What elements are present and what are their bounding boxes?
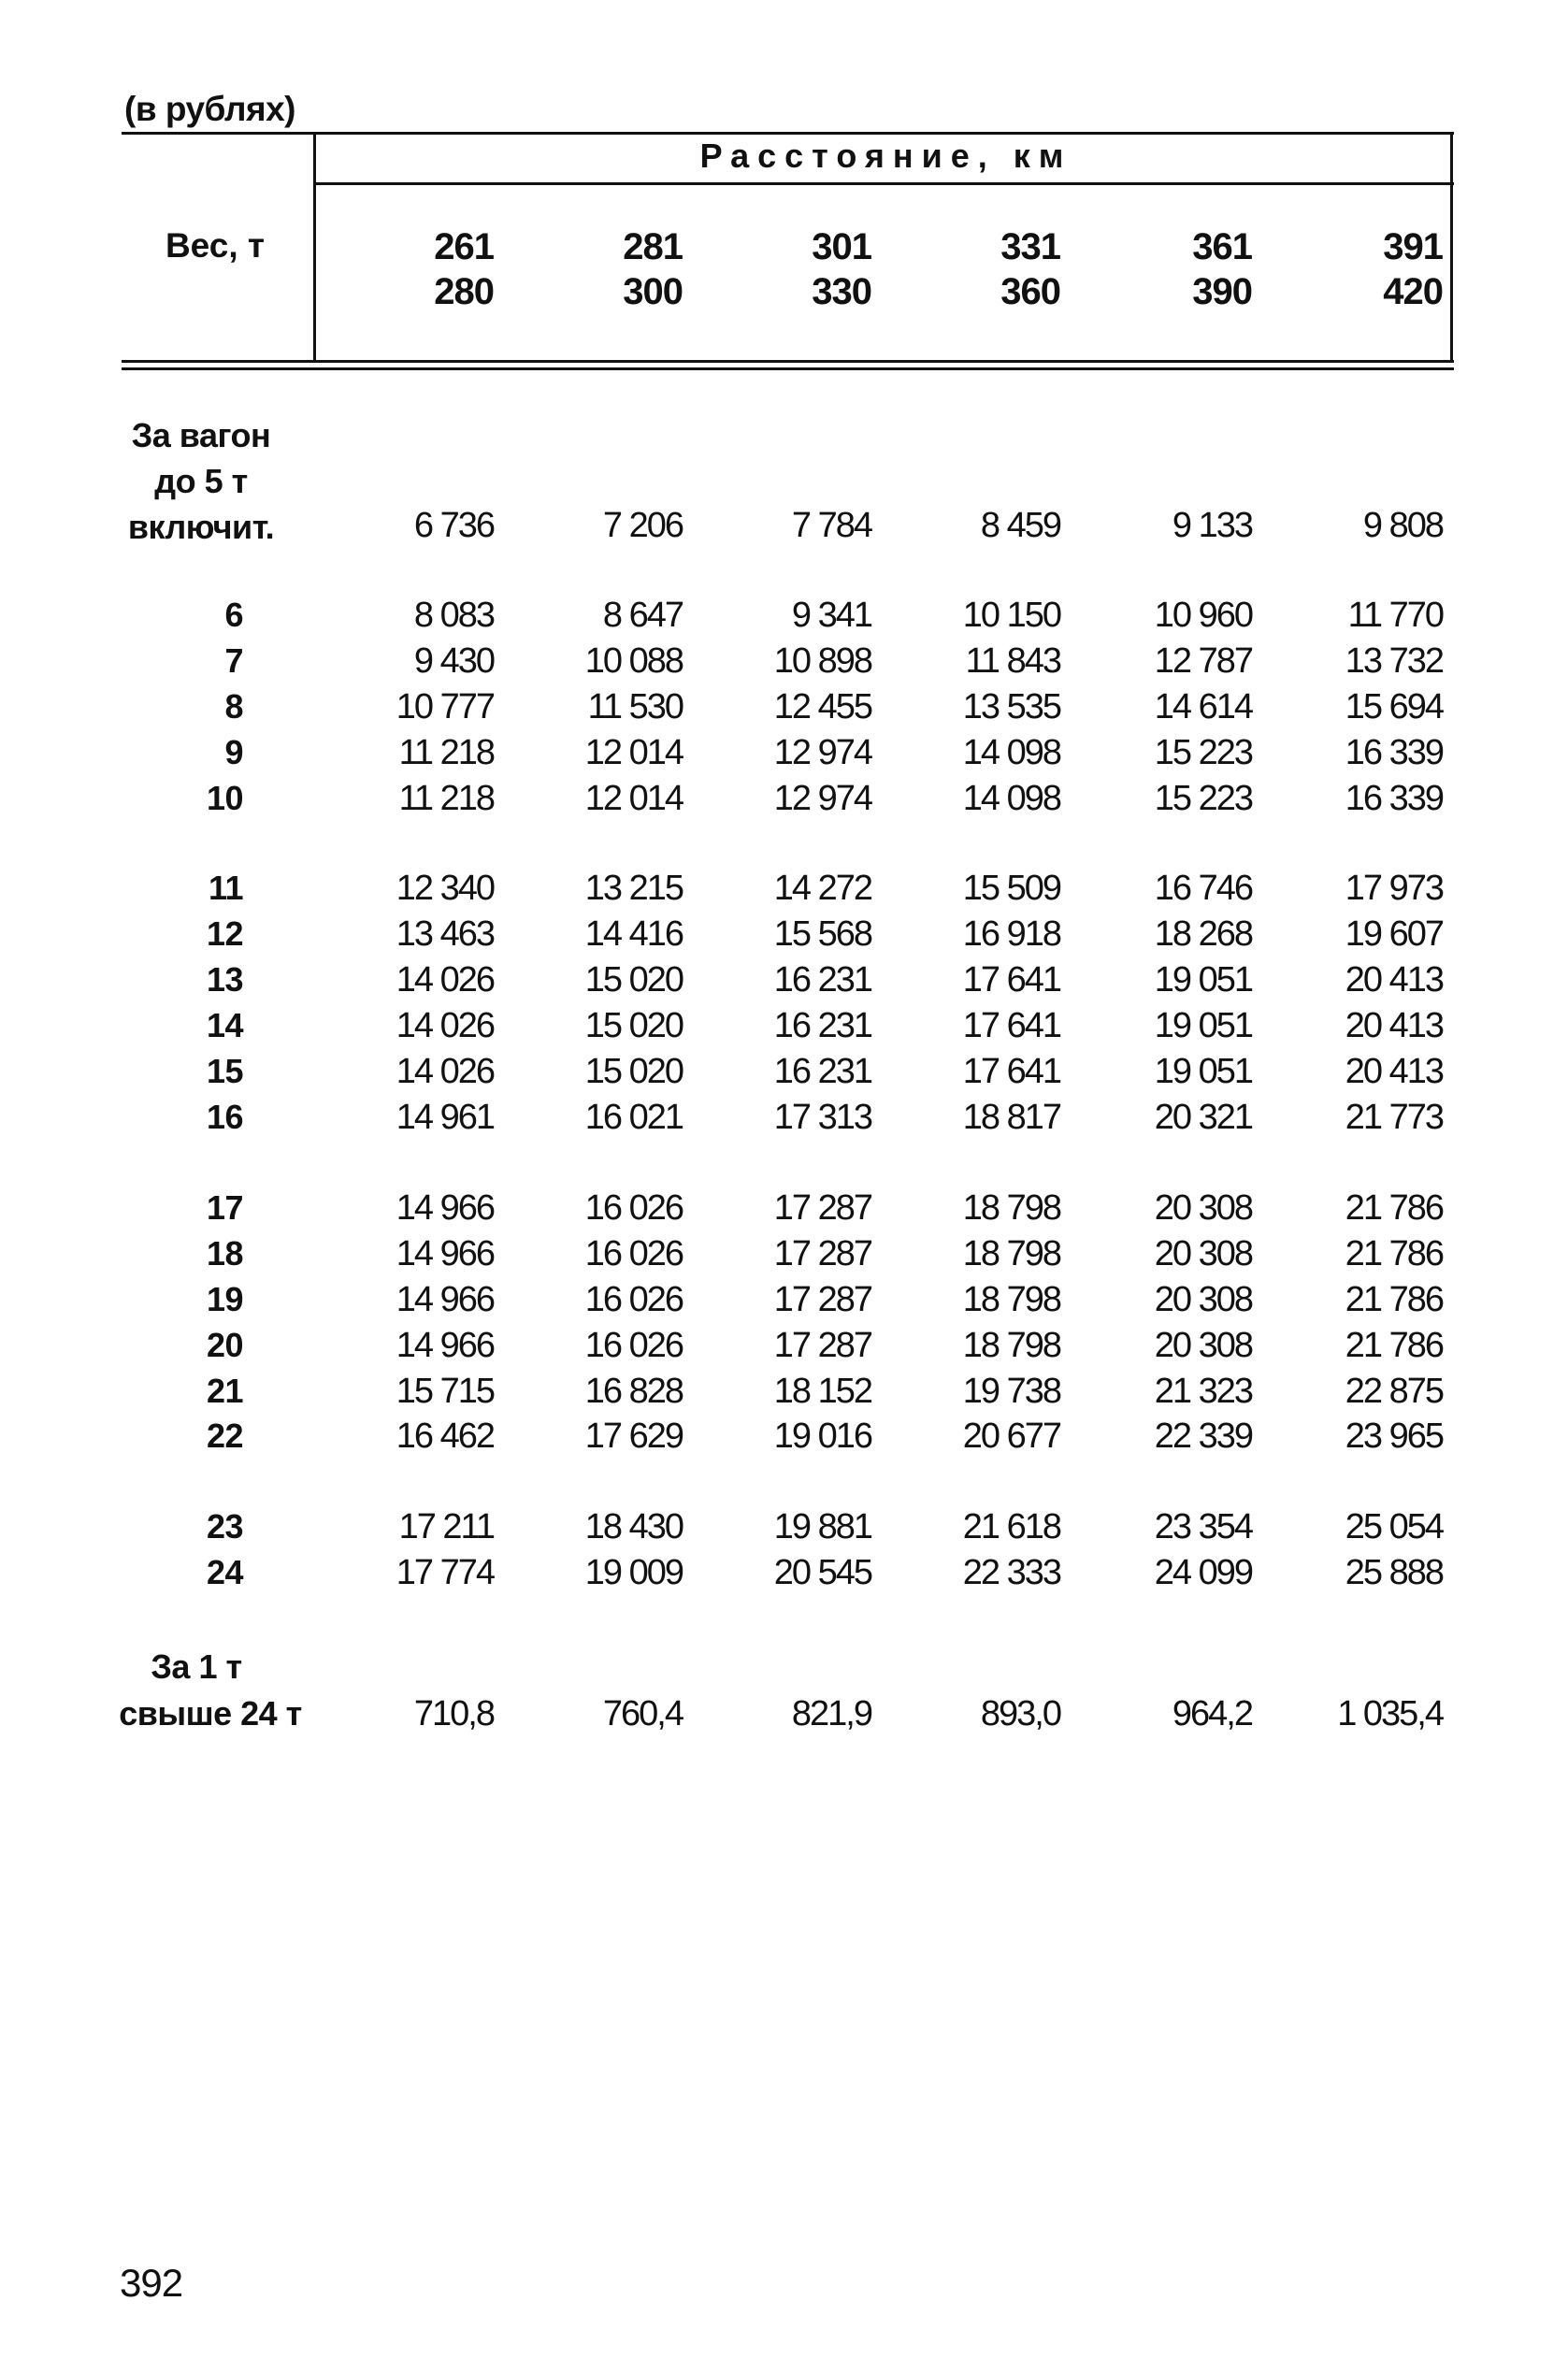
table-cell: 17 287 xyxy=(773,1188,871,1228)
wagon-label-line1: За вагон xyxy=(131,416,271,454)
table-cell: 22 875 xyxy=(1345,1372,1443,1411)
table-cell: 15 715 xyxy=(396,1372,494,1411)
range-from: 301 xyxy=(812,226,871,267)
table-cell: 9 808 xyxy=(1362,506,1443,545)
distance-range xyxy=(1312,224,1443,314)
distance-range xyxy=(552,224,683,314)
table-cell: 15 020 xyxy=(584,1052,683,1091)
table-cell: 14 098 xyxy=(962,779,1060,818)
table-cell: 16 339 xyxy=(1345,733,1443,772)
table-cell: 12 974 xyxy=(773,733,871,772)
weight-label: 16 xyxy=(206,1098,243,1136)
table-cell: 11 770 xyxy=(1347,596,1443,635)
table-cell: 16 918 xyxy=(962,914,1060,954)
range-to: 280 xyxy=(434,271,494,312)
weight-label: 13 xyxy=(206,960,243,999)
table-cell: 20 308 xyxy=(1154,1326,1252,1365)
range-from: 361 xyxy=(1192,226,1252,267)
table-cell: 10 150 xyxy=(962,596,1060,635)
weight-label: 21 xyxy=(206,1372,243,1410)
table-cell: 14 026 xyxy=(396,1006,494,1045)
table-cell: 12 340 xyxy=(396,869,494,908)
range-from: 391 xyxy=(1383,226,1443,267)
table-cell: 12 014 xyxy=(584,733,683,772)
table-cell: 18 798 xyxy=(962,1326,1060,1365)
table-cell: 14 966 xyxy=(396,1234,494,1273)
table-cell: 16 021 xyxy=(584,1098,683,1137)
table-cell: 16 026 xyxy=(584,1188,683,1228)
weight-label: 18 xyxy=(206,1234,243,1273)
table-cell: 9 430 xyxy=(413,641,494,681)
table-cell: 9 133 xyxy=(1172,506,1252,545)
table-cell: 12 974 xyxy=(773,779,871,818)
table-cell: 11 843 xyxy=(965,641,1060,681)
table-cell: 17 641 xyxy=(962,1052,1060,1091)
table-cell: 893,0 xyxy=(980,1694,1060,1733)
weight-label: 24 xyxy=(206,1553,243,1591)
table-cell: 15 223 xyxy=(1154,733,1252,772)
table-cell: 13 463 xyxy=(396,914,494,954)
table-cell: 17 973 xyxy=(1345,869,1443,908)
table-cell: 8 083 xyxy=(413,596,494,635)
table-cell: 20 545 xyxy=(773,1553,871,1592)
table-cell: 8 647 xyxy=(602,596,683,635)
table-cell: 16 828 xyxy=(584,1372,683,1411)
weight-column-header: Вес, т xyxy=(165,226,266,265)
wagon-label-line3: включит. xyxy=(127,508,275,546)
table-cell: 19 881 xyxy=(773,1507,871,1546)
table-cell: 710,8 xyxy=(413,1694,494,1733)
weight-label: 19 xyxy=(206,1280,243,1318)
table-cell: 15 694 xyxy=(1345,687,1443,726)
distance-title: Расстояние, км xyxy=(699,137,1072,175)
table-cell: 14 416 xyxy=(584,914,683,954)
weight-label: 23 xyxy=(206,1507,243,1546)
table-cell: 19 738 xyxy=(962,1372,1060,1411)
table-cell: 17 641 xyxy=(962,960,1060,1000)
table-cell: 25 054 xyxy=(1345,1507,1443,1546)
table-cell: 7 784 xyxy=(791,506,871,545)
table-cell: 19 016 xyxy=(773,1417,871,1456)
table-cell: 13 535 xyxy=(962,687,1060,726)
table-cell: 16 339 xyxy=(1345,779,1443,818)
table-cell: 21 323 xyxy=(1154,1372,1252,1411)
header-bottom-rule-2 xyxy=(122,367,1454,370)
table-cell: 17 287 xyxy=(773,1326,871,1365)
table-cell: 18 798 xyxy=(962,1234,1060,1273)
table-cell: 14 026 xyxy=(396,960,494,1000)
table-cell: 6 736 xyxy=(413,506,494,545)
range-to: 420 xyxy=(1383,271,1443,312)
table-cell: 13 732 xyxy=(1345,641,1443,681)
table-cell: 25 888 xyxy=(1345,1553,1443,1592)
table-cell: 22 339 xyxy=(1154,1417,1252,1456)
header-bottom-rule-1 xyxy=(122,360,1454,363)
table-cell: 15 509 xyxy=(962,869,1060,908)
table-cell: 17 287 xyxy=(773,1234,871,1273)
table-cell: 19 009 xyxy=(584,1553,683,1592)
range-from: 261 xyxy=(434,226,494,267)
distance-range xyxy=(929,224,1060,314)
table-cell: 14 966 xyxy=(396,1280,494,1319)
table-cell: 17 774 xyxy=(396,1553,494,1592)
table-cell: 17 641 xyxy=(962,1006,1060,1045)
table-cell: 23 965 xyxy=(1345,1417,1443,1456)
distance-range xyxy=(363,224,494,314)
range-to: 330 xyxy=(812,271,871,312)
table-cell: 10 088 xyxy=(584,641,683,681)
table-cell: 20 308 xyxy=(1154,1188,1252,1228)
table-cell: 16 746 xyxy=(1154,869,1252,908)
range-to: 360 xyxy=(1000,271,1060,312)
table-cell: 15 568 xyxy=(773,914,871,954)
distance-range xyxy=(1121,224,1252,314)
table-cell: 12 455 xyxy=(773,687,871,726)
unit-label: (в рублях) xyxy=(124,90,295,128)
table-cell: 821,9 xyxy=(791,1694,871,1733)
table-cell: 21 786 xyxy=(1345,1326,1443,1365)
table-cell: 18 268 xyxy=(1154,914,1252,954)
table-cell: 14 098 xyxy=(962,733,1060,772)
table-cell: 10 960 xyxy=(1154,596,1252,635)
per-ton-label-line2: свыше 24 т xyxy=(119,1694,302,1733)
table-cell: 7 206 xyxy=(602,506,683,545)
distance-range xyxy=(741,224,871,314)
table-cell: 16 231 xyxy=(773,1052,871,1091)
wagon-label-line2: до 5 т xyxy=(154,462,248,500)
weight-label: 12 xyxy=(206,914,243,953)
table-cell: 24 099 xyxy=(1154,1553,1252,1592)
table-cell: 13 215 xyxy=(584,869,683,908)
header-top-rule xyxy=(122,132,1454,135)
weight-label: 14 xyxy=(206,1006,243,1044)
table-cell: 16 026 xyxy=(584,1234,683,1273)
range-from: 331 xyxy=(1000,226,1060,267)
weight-label: 10 xyxy=(206,779,243,817)
table-cell: 14 966 xyxy=(396,1326,494,1365)
table-cell: 16 462 xyxy=(396,1417,494,1456)
weight-label: 17 xyxy=(206,1188,243,1227)
weight-column-divider xyxy=(313,132,316,363)
weight-label: 11 xyxy=(208,869,243,907)
table-cell: 9 341 xyxy=(791,596,871,635)
table-cell: 17 287 xyxy=(773,1280,871,1319)
table-cell: 21 786 xyxy=(1345,1234,1443,1273)
table-cell: 18 798 xyxy=(962,1188,1060,1228)
table-cell: 21 773 xyxy=(1345,1098,1443,1137)
table-cell: 18 152 xyxy=(773,1372,871,1411)
table-cell: 10 898 xyxy=(773,641,871,681)
weight-label: 8 xyxy=(224,687,243,726)
weight-label: 20 xyxy=(206,1326,243,1364)
table-cell: 17 313 xyxy=(773,1098,871,1137)
table-cell: 19 051 xyxy=(1154,960,1252,1000)
weight-label: 7 xyxy=(224,641,243,680)
weight-label: 6 xyxy=(224,596,243,634)
table-cell: 22 333 xyxy=(962,1553,1060,1592)
weight-label: 9 xyxy=(224,733,243,771)
table-cell: 760,4 xyxy=(602,1694,683,1733)
table-cell: 20 413 xyxy=(1345,1006,1443,1045)
table-cell: 17 211 xyxy=(398,1507,494,1546)
table-cell: 11 218 xyxy=(398,779,494,818)
table-cell: 14 966 xyxy=(396,1188,494,1228)
table-cell: 20 413 xyxy=(1345,1052,1443,1091)
table-cell: 21 786 xyxy=(1345,1188,1443,1228)
table-cell: 1 035,4 xyxy=(1337,1694,1443,1733)
table-cell: 19 051 xyxy=(1154,1052,1252,1091)
table-cell: 16 231 xyxy=(773,1006,871,1045)
table-cell: 20 677 xyxy=(962,1417,1060,1456)
table-cell: 964,2 xyxy=(1172,1694,1252,1733)
table-cell: 20 308 xyxy=(1154,1280,1252,1319)
table-cell: 23 354 xyxy=(1154,1507,1252,1546)
table-cell: 15 223 xyxy=(1154,779,1252,818)
table-cell: 18 430 xyxy=(584,1507,683,1546)
table-cell: 12 014 xyxy=(584,779,683,818)
table-cell: 16 026 xyxy=(584,1326,683,1365)
table-cell: 17 629 xyxy=(584,1417,683,1456)
table-cell: 19 051 xyxy=(1154,1006,1252,1045)
table-cell: 18 817 xyxy=(962,1098,1060,1137)
table-cell: 12 787 xyxy=(1154,641,1252,681)
table-cell: 11 218 xyxy=(398,733,494,772)
table-cell: 20 413 xyxy=(1345,960,1443,1000)
table-cell: 19 607 xyxy=(1345,914,1443,954)
table-cell: 20 321 xyxy=(1154,1098,1252,1137)
table-cell: 15 020 xyxy=(584,960,683,1000)
table-cell: 14 272 xyxy=(773,869,871,908)
table-cell: 16 231 xyxy=(773,960,871,1000)
weight-label: 22 xyxy=(206,1417,243,1455)
table-cell: 14 961 xyxy=(396,1098,494,1137)
table-cell: 14 026 xyxy=(396,1052,494,1091)
table-cell: 14 614 xyxy=(1154,687,1252,726)
table-cell: 18 798 xyxy=(962,1280,1060,1319)
range-to: 300 xyxy=(623,271,683,312)
table-cell: 20 308 xyxy=(1154,1234,1252,1273)
table-cell: 15 020 xyxy=(584,1006,683,1045)
table-cell: 8 459 xyxy=(980,506,1060,545)
table-cell: 21 786 xyxy=(1345,1280,1443,1319)
range-to: 390 xyxy=(1192,271,1252,312)
page-number: 392 xyxy=(120,2261,183,2305)
table-cell: 21 618 xyxy=(962,1507,1060,1546)
table-cell: 16 026 xyxy=(584,1280,683,1319)
table-cell: 11 530 xyxy=(587,687,683,726)
table-cell: 10 777 xyxy=(396,687,494,726)
per-ton-label-line1: За 1 т xyxy=(151,1647,242,1686)
range-from: 281 xyxy=(623,226,683,267)
weight-label: 15 xyxy=(206,1052,243,1090)
